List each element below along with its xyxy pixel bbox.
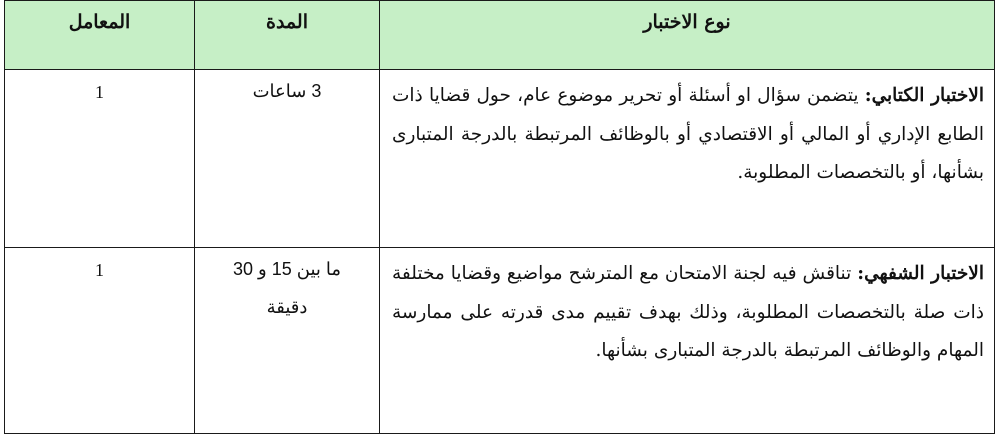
- exam-description: تناقش فيه لجنة الامتحان مع المترشح مواضيع وقضايا مختلفة ذات صلة بالتخصصات المطلوبة، وذلك بهدف تقييم مدى قدرته على ممارسة المهام والوظائف المرتبطة بالدرجة المتبارى بشأنها.: [392, 263, 984, 361]
- header-coefficient-label: المعامل: [68, 11, 131, 33]
- coefficient-cell: 1: [5, 70, 195, 248]
- header-duration: [195, 1, 380, 70]
- exam-description: يتضمن سؤال او أسئلة أو تحرير موضوع عام، حول قضايا ذات الطابع الإداري أو المالي أو الاقتصادي أو بالوظائف المرتبطة بالدرجة المتبارى بشأنها، أو بالتخصصات المطلوبة.: [392, 85, 984, 183]
- duration-text: ما بين 15 و 30: [232, 259, 342, 279]
- coefficient-cell: 1: [5, 248, 195, 434]
- exam-description-cell: [380, 70, 995, 248]
- duration-cell: [195, 70, 380, 248]
- exam-description-cell: [380, 248, 995, 434]
- duration-unit: دقيقة: [266, 297, 308, 317]
- table-header-row: [5, 1, 995, 70]
- exam-table: [4, 0, 995, 434]
- header-coefficient: [5, 1, 195, 70]
- exam-title: الاختبار الكتابي:: [864, 85, 984, 106]
- header-exam-type: [380, 1, 995, 70]
- duration-cell: [195, 248, 380, 434]
- table-row: [5, 248, 995, 434]
- duration-text: 3 ساعات: [252, 81, 322, 101]
- exam-title: الاختبار الشفهي:: [857, 263, 985, 284]
- header-exam-type-label: نوع الاختبار: [643, 11, 731, 33]
- table-row: [5, 70, 995, 248]
- header-duration-label: المدة: [266, 11, 308, 33]
